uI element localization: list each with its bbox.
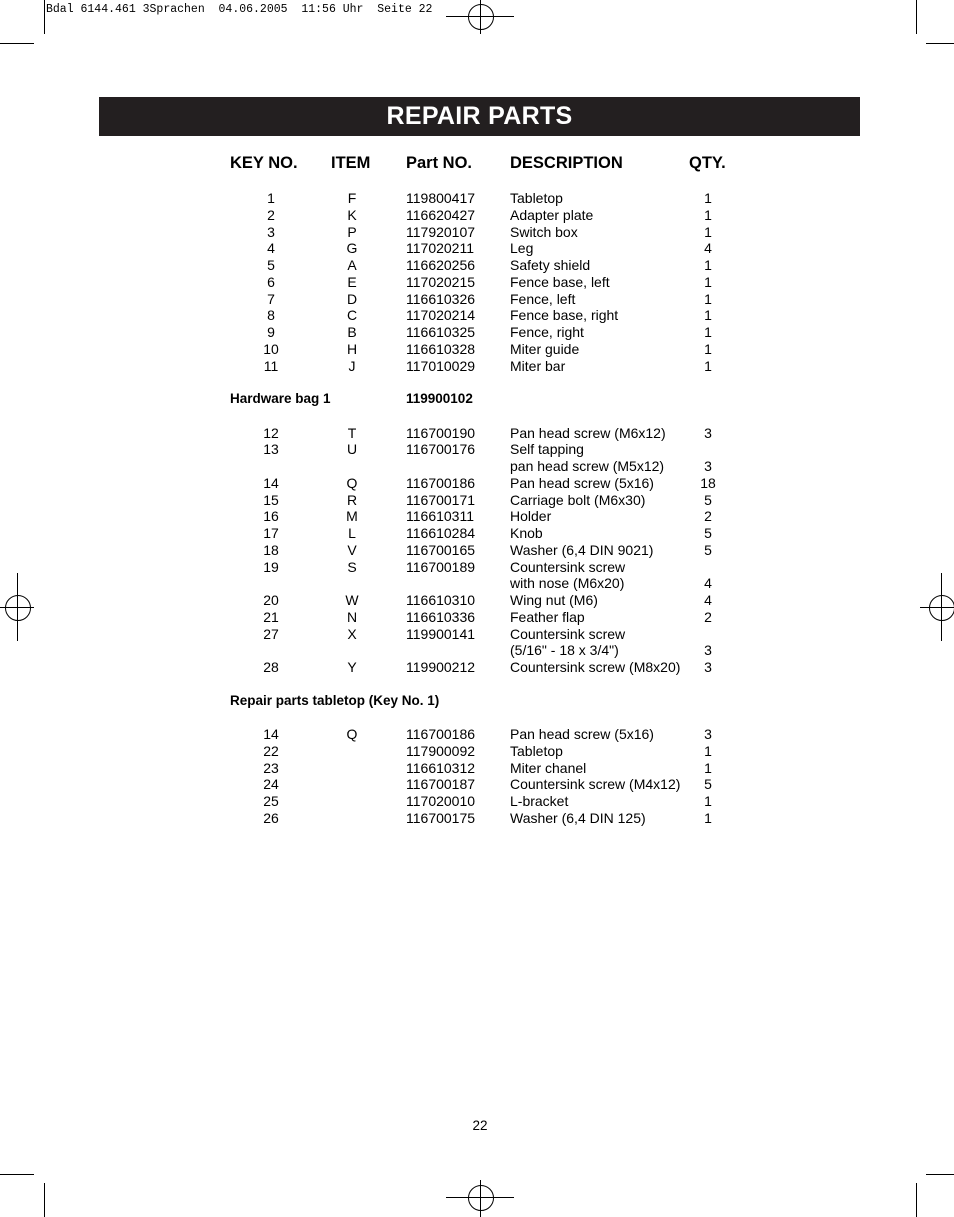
key-no-cell: 16: [263, 508, 279, 525]
qty-cell: 1: [704, 190, 712, 206]
key-no-cell: 15: [263, 491, 279, 508]
description-cell: Pan head screw (5x16): [510, 474, 654, 491]
part-no-cell: 117920107: [406, 223, 476, 240]
description-cell: Countersink screw (M8x20): [510, 659, 681, 675]
item-cell: A: [347, 257, 357, 273]
section-heading: Hardware bag 1: [230, 391, 331, 406]
part-no-cell: 116610284: [406, 525, 476, 541]
key-no-cell: 8: [267, 307, 275, 324]
key-no-cell: 28: [263, 659, 279, 675]
crop-mark: [0, 43, 34, 44]
key-no-cell: 25: [263, 793, 279, 809]
key-no-cell: 17: [263, 525, 279, 541]
description-cell: Washer (6,4 DIN 125): [510, 809, 646, 826]
qty-cell: 3: [704, 642, 712, 659]
table-row: [0, 425, 954, 442]
header-qty: QTY.: [689, 154, 726, 172]
table-row: [0, 274, 954, 291]
description-cell: Fence, right: [510, 324, 584, 340]
description-cell: Safety shield: [510, 257, 591, 273]
description-cell: Miter guide: [510, 340, 580, 357]
key-no-cell: 3: [267, 223, 275, 240]
part-no-cell: 116700187: [406, 776, 476, 793]
description-cell: Holder: [510, 508, 552, 525]
key-no-cell: 13: [263, 441, 279, 458]
part-no-cell: 117020010: [406, 793, 476, 809]
key-no-cell: 11: [263, 357, 279, 374]
qty-cell: 5: [704, 491, 712, 508]
qty-cell: 4: [704, 592, 712, 608]
description-cell: Pan head screw (M6x12): [510, 424, 666, 441]
key-no-cell: 22: [263, 742, 279, 759]
crop-mark: [926, 1174, 954, 1175]
qty-cell: 2: [704, 508, 712, 525]
part-no-cell: 117020214: [406, 307, 476, 324]
description-cell: Countersink screw: [510, 625, 626, 642]
description-cell: Pan head screw (5x16): [510, 726, 654, 742]
description-cell: pan head screw (M5x12): [510, 458, 665, 474]
part-no-cell: 117020211: [406, 240, 474, 257]
qty-cell: 4: [704, 575, 712, 592]
description-cell: Self tapping: [510, 441, 584, 458]
item-cell: G: [346, 240, 358, 257]
key-no-cell: 6: [267, 273, 275, 290]
qty-cell: 1: [704, 324, 712, 340]
item-cell: S: [347, 558, 357, 575]
key-no-cell: 27: [263, 625, 279, 642]
table-row: [0, 542, 954, 559]
table-row: [0, 642, 954, 659]
table-row: [0, 760, 954, 777]
table-row: [0, 224, 954, 241]
part-no-cell: 116610336: [406, 608, 476, 625]
table-row: [0, 659, 954, 676]
table-row: [0, 358, 954, 375]
description-cell: Feather flap: [510, 608, 585, 625]
table-row: [0, 609, 954, 626]
item-cell: U: [346, 441, 358, 458]
qty-cell: 1: [704, 206, 712, 223]
qty-cell: 1: [704, 793, 712, 809]
description-cell: Wing nut (M6): [510, 592, 598, 608]
part-no-cell: 116700190: [406, 424, 476, 441]
qty-cell: 3: [704, 458, 712, 474]
description-cell: Fence base, left: [510, 273, 610, 290]
table-row: [0, 492, 954, 509]
key-no-cell: 18: [263, 541, 279, 558]
key-no-cell: 26: [263, 809, 279, 826]
section-part-number: 119900102: [406, 391, 473, 406]
table-row: [0, 525, 954, 542]
key-no-cell: 14: [263, 474, 279, 491]
table-row: [0, 475, 954, 492]
description-cell: Tabletop: [510, 190, 563, 206]
item-cell: M: [346, 508, 358, 525]
table-row: [0, 726, 954, 743]
part-no-cell: 119800417: [406, 190, 476, 206]
item-cell: W: [345, 592, 359, 608]
table-row: [0, 240, 954, 257]
qty-cell: 1: [704, 809, 712, 826]
item-cell: C: [346, 307, 358, 324]
description-cell: Countersink screw: [510, 558, 626, 575]
key-no-cell: 9: [267, 324, 275, 340]
description-cell: Miter chanel: [510, 759, 587, 776]
table-row: [0, 207, 954, 224]
key-no-cell: 1: [267, 190, 275, 206]
table-row: [0, 592, 954, 609]
item-cell: T: [347, 424, 357, 441]
table-row: [0, 508, 954, 525]
item-cell: V: [347, 541, 357, 558]
table-row: [0, 458, 954, 475]
qty-cell: 3: [704, 726, 712, 742]
section-heading: Repair parts tabletop (Key No. 1): [230, 692, 440, 708]
page-number: 22: [472, 1118, 488, 1133]
description-cell: Leg: [510, 240, 534, 257]
page-title: REPAIR PARTS: [386, 102, 573, 130]
qty-cell: 1: [704, 759, 712, 776]
qty-cell: 1: [704, 273, 712, 290]
registration-mark: [468, 4, 494, 30]
table-row: [0, 324, 954, 341]
item-cell: L: [348, 525, 356, 541]
key-no-cell: 2: [267, 206, 275, 223]
title-banner: [99, 97, 860, 136]
part-no-cell: 116700175: [406, 809, 476, 826]
key-no-cell: 23: [263, 759, 279, 776]
description-cell: Fence base, right: [510, 307, 619, 324]
table-row: [0, 575, 954, 592]
item-cell: D: [346, 290, 358, 307]
item-cell: N: [346, 608, 358, 625]
part-no-cell: 117010029: [406, 357, 476, 374]
qty-cell: 1: [704, 357, 712, 374]
item-cell: E: [347, 273, 357, 290]
table-row: [0, 793, 954, 810]
key-no-cell: 21: [263, 608, 279, 625]
part-no-cell: 116700186: [406, 474, 476, 491]
qty-cell: 18: [700, 474, 716, 491]
qty-cell: 5: [704, 776, 712, 793]
table-row: [0, 291, 954, 308]
part-no-cell: 119900141: [406, 625, 476, 642]
crop-mark: [44, 0, 45, 34]
description-cell: with nose (M6x20): [510, 575, 625, 592]
key-no-cell: 10: [263, 340, 279, 357]
description-cell: Countersink screw (M4x12): [510, 776, 681, 793]
part-no-cell: 117020215: [406, 273, 476, 290]
item-cell: Q: [346, 474, 358, 491]
header-description: DESCRIPTION: [510, 154, 623, 172]
qty-cell: 4: [704, 240, 712, 257]
item-cell: F: [347, 190, 357, 206]
description-cell: Fence, left: [510, 290, 576, 307]
table-row: [0, 307, 954, 324]
description-cell: Knob: [510, 525, 543, 541]
qty-cell: 5: [704, 525, 712, 541]
part-no-cell: 116700189: [406, 558, 476, 575]
print-slug-line: Bdal 6144.461 3Sprachen 04.06.2005 11:56 Uhr Seite 22: [46, 3, 433, 16]
part-no-cell: 116610311: [406, 508, 474, 525]
item-cell: B: [347, 324, 357, 340]
part-no-cell: 116700186: [406, 726, 476, 742]
item-cell: P: [347, 223, 357, 240]
table-row: [0, 341, 954, 358]
part-no-cell: 116610312: [406, 759, 476, 776]
registration-mark: [480, 1180, 481, 1217]
description-cell: Adapter plate: [510, 206, 594, 223]
description-cell: Tabletop: [510, 742, 563, 759]
table-row: [0, 257, 954, 274]
registration-mark: [480, 0, 481, 34]
item-cell: Y: [347, 659, 357, 675]
registration-mark: [468, 1185, 494, 1211]
part-no-cell: 116700165: [406, 541, 476, 558]
table-row: [0, 559, 954, 576]
qty-cell: 3: [704, 424, 712, 441]
item-cell: H: [346, 340, 358, 357]
table-row: [0, 743, 954, 760]
description-cell: L-bracket: [510, 793, 569, 809]
crop-mark: [926, 43, 954, 44]
part-no-cell: 116700171: [406, 491, 476, 508]
table-row: [0, 810, 954, 827]
description-cell: Carriage bolt (M6x30): [510, 491, 646, 508]
table-row: [0, 776, 954, 793]
key-no-cell: 24: [263, 776, 279, 793]
header-key-no: KEY NO.: [230, 154, 298, 172]
item-cell: J: [348, 357, 356, 374]
table-row: [0, 441, 954, 458]
key-no-cell: 7: [267, 290, 275, 307]
crop-mark: [44, 1183, 45, 1217]
key-no-cell: 19: [263, 558, 279, 575]
part-no-cell: 116620256: [406, 257, 476, 273]
crop-mark: [916, 1183, 917, 1217]
qty-cell: 1: [704, 307, 712, 324]
part-no-cell: 119900212: [406, 659, 476, 675]
header-part-no: Part NO.: [406, 154, 473, 172]
key-no-cell: 4: [267, 240, 275, 257]
part-no-cell: 116700176: [406, 441, 476, 458]
part-no-cell: 116610326: [406, 290, 476, 307]
qty-cell: 1: [704, 340, 712, 357]
description-cell: Miter bar: [510, 357, 566, 374]
crop-mark: [0, 1174, 34, 1175]
part-no-cell: 116620427: [406, 206, 476, 223]
qty-cell: 2: [704, 608, 712, 625]
description-cell: Switch box: [510, 223, 578, 240]
header-item: ITEM: [331, 154, 371, 172]
part-no-cell: 116610328: [406, 340, 476, 357]
qty-cell: 1: [704, 257, 712, 273]
item-cell: Q: [346, 726, 358, 742]
qty-cell: 1: [704, 290, 712, 307]
item-cell: R: [346, 491, 358, 508]
description-cell: (5/16" - 18 x 3/4"): [510, 642, 619, 659]
qty-cell: 5: [704, 541, 712, 558]
item-cell: K: [347, 206, 357, 223]
qty-cell: 1: [704, 742, 712, 759]
crop-mark: [916, 0, 917, 34]
qty-cell: 1: [704, 223, 712, 240]
description-cell: Washer (6,4 DIN 9021): [510, 541, 654, 558]
key-no-cell: 20: [263, 592, 279, 608]
key-no-cell: 12: [263, 424, 279, 441]
part-no-cell: 117900092: [406, 742, 476, 759]
part-no-cell: 116610310: [406, 592, 476, 608]
item-cell: X: [347, 625, 357, 642]
key-no-cell: 14: [263, 726, 279, 742]
table-row: [0, 190, 954, 207]
key-no-cell: 5: [267, 257, 275, 273]
qty-cell: 3: [704, 659, 712, 675]
part-no-cell: 116610325: [406, 324, 476, 340]
table-row: [0, 626, 954, 643]
